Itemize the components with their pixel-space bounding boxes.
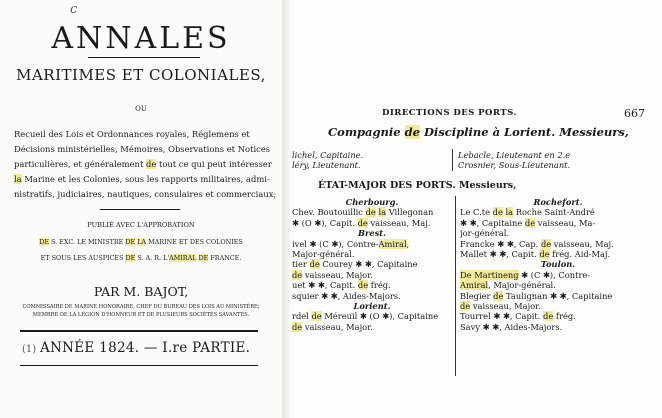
author-title-1: COMMISSAIRE DE MARINE HONORAIRE, CHEF DU BUREAU DES LOIS AU MINISTÈRE; bbox=[22, 304, 260, 310]
book-gutter bbox=[282, 0, 290, 418]
staff-row: Lebacle, Lieutenant en 2.e bbox=[458, 150, 571, 160]
staff-row: rdel de Méreuil ✱ (O ✱), Capitaine bbox=[292, 311, 439, 322]
section2-title: ÉTAT-MAJOR DES PORTS. Messieurs, bbox=[318, 180, 517, 191]
port-heading: Cherbourg. bbox=[345, 197, 399, 207]
directory-page bbox=[290, 0, 662, 418]
description-line: Recueil des Lois et Ordonnances royales, Réglemens et bbox=[14, 129, 250, 139]
ports-left-column bbox=[292, 197, 452, 332]
year-rule-top bbox=[20, 330, 258, 332]
staff-row: Crosnier, Sous-Lieutenant. bbox=[458, 160, 571, 171]
description-line: Décisions ministérielles, Mémoires, Observations et Notices bbox=[14, 144, 271, 154]
author-line: PAR M. BAJOT, bbox=[93, 284, 189, 299]
port-heading: Rochefort. bbox=[533, 197, 583, 207]
staff-row: Mallet ✱ ✱, Capit. de frég. Aid-Maj. bbox=[460, 248, 611, 259]
title-page bbox=[0, 0, 282, 418]
staff-row: Major-général. bbox=[292, 248, 355, 259]
staff-row: Francke ✱ ✱, Cap. de vaisseau, Maj. bbox=[460, 238, 614, 249]
staff-row: Chev. Boutouillic de la Villegonan bbox=[292, 207, 434, 218]
description-line: particulières, et généralement de tout ce qui peut intéresser bbox=[14, 159, 272, 169]
staff-row: squier ✱ ✱, Aides-Majors. bbox=[292, 290, 401, 301]
book-title: ANNALES bbox=[51, 21, 231, 56]
page-number: 667 bbox=[624, 107, 645, 120]
approbation-line: ET SOUS LES AUSPICES DE S. A. R. L'AMIRAL DE FRANCE. bbox=[40, 254, 242, 262]
approbation-line: DE S. EXC. LE MINISTRE DE LA MARINE ET DES COLONIES bbox=[39, 238, 243, 246]
port-heading: Brest. bbox=[357, 228, 387, 239]
section1-divider bbox=[452, 149, 453, 171]
staff-row: Amiral, Major-général. bbox=[460, 280, 556, 291]
section1-title: Compagnie de Discipline à Lorient. Messieurs, bbox=[328, 125, 629, 139]
ou-text: OU bbox=[135, 105, 147, 113]
staff-row: tier de Courey ✱ ✱, Capitaine bbox=[292, 259, 418, 270]
staff-row: Savy ✱ ✱, Aides-Majors. bbox=[460, 321, 563, 332]
staff-row: Le C.te de la Roche Saint-André bbox=[460, 207, 595, 218]
section1-left bbox=[292, 150, 363, 171]
author-title-2: MEMBRE DE LA LÉGION D'HONNEUR ET DE PLUSIEURS SOCIÉTÉS SAVANTES. bbox=[32, 312, 250, 318]
staff-row: léry, Lieutenant. bbox=[292, 160, 361, 171]
staff-row: de vaisseau, Major. bbox=[292, 269, 373, 280]
staff-row: de vaisseau, Major. bbox=[292, 321, 373, 332]
title-rule bbox=[88, 57, 200, 58]
description-line: la Marine et les Colonies, sous les rapports militaires, admi- bbox=[14, 174, 270, 184]
separator-rule bbox=[100, 209, 180, 210]
staff-row: Tourrel ✱ ✱, Capit. de frég. bbox=[460, 311, 576, 322]
running-head: DIRECTIONS DES PORTS. bbox=[382, 108, 517, 118]
approbation-line: PUBLIÉ AVEC L'APPROBATION bbox=[87, 221, 195, 229]
description-line: nistratifs, judiciaires, nautiques, consulaires et commerciaux; bbox=[14, 189, 277, 199]
section1-right bbox=[458, 150, 570, 171]
column-divider bbox=[455, 196, 456, 376]
staff-row: lichel, Capitaine. bbox=[292, 150, 364, 160]
staff-row: Blegier de Taulignan ✱ ✱, Capitaine bbox=[460, 290, 613, 301]
pencil-mark: c bbox=[70, 2, 78, 17]
year-line: ANNÉE 1824. — I.re PARTIE. bbox=[40, 340, 251, 356]
staff-row: jor-général. bbox=[460, 228, 510, 239]
year-rule-bottom bbox=[20, 365, 258, 366]
year-prefix: (1) bbox=[22, 344, 37, 355]
port-heading: Toulon. bbox=[540, 259, 576, 270]
staff-row: De Martineng ✱ (C ✱), Contre- bbox=[460, 269, 591, 280]
port-heading: Lorient. bbox=[353, 300, 391, 311]
staff-row: ✱ (O ✱), Capit. de vaisseau, Maj. bbox=[292, 217, 431, 228]
book-subtitle: MARITIMES ET COLONIALES, bbox=[16, 66, 266, 84]
ports-right-column bbox=[460, 197, 656, 332]
staff-row: ✱ ✱, Capitaine de vaisseau, Ma- bbox=[460, 217, 596, 228]
staff-row: de vaisseau, Major. bbox=[460, 300, 541, 311]
staff-row: uet ✱ ✱, Capit. de frég. bbox=[292, 280, 391, 291]
staff-row: ivel ✱ (C ✱), Contre-Amiral, bbox=[292, 238, 410, 249]
